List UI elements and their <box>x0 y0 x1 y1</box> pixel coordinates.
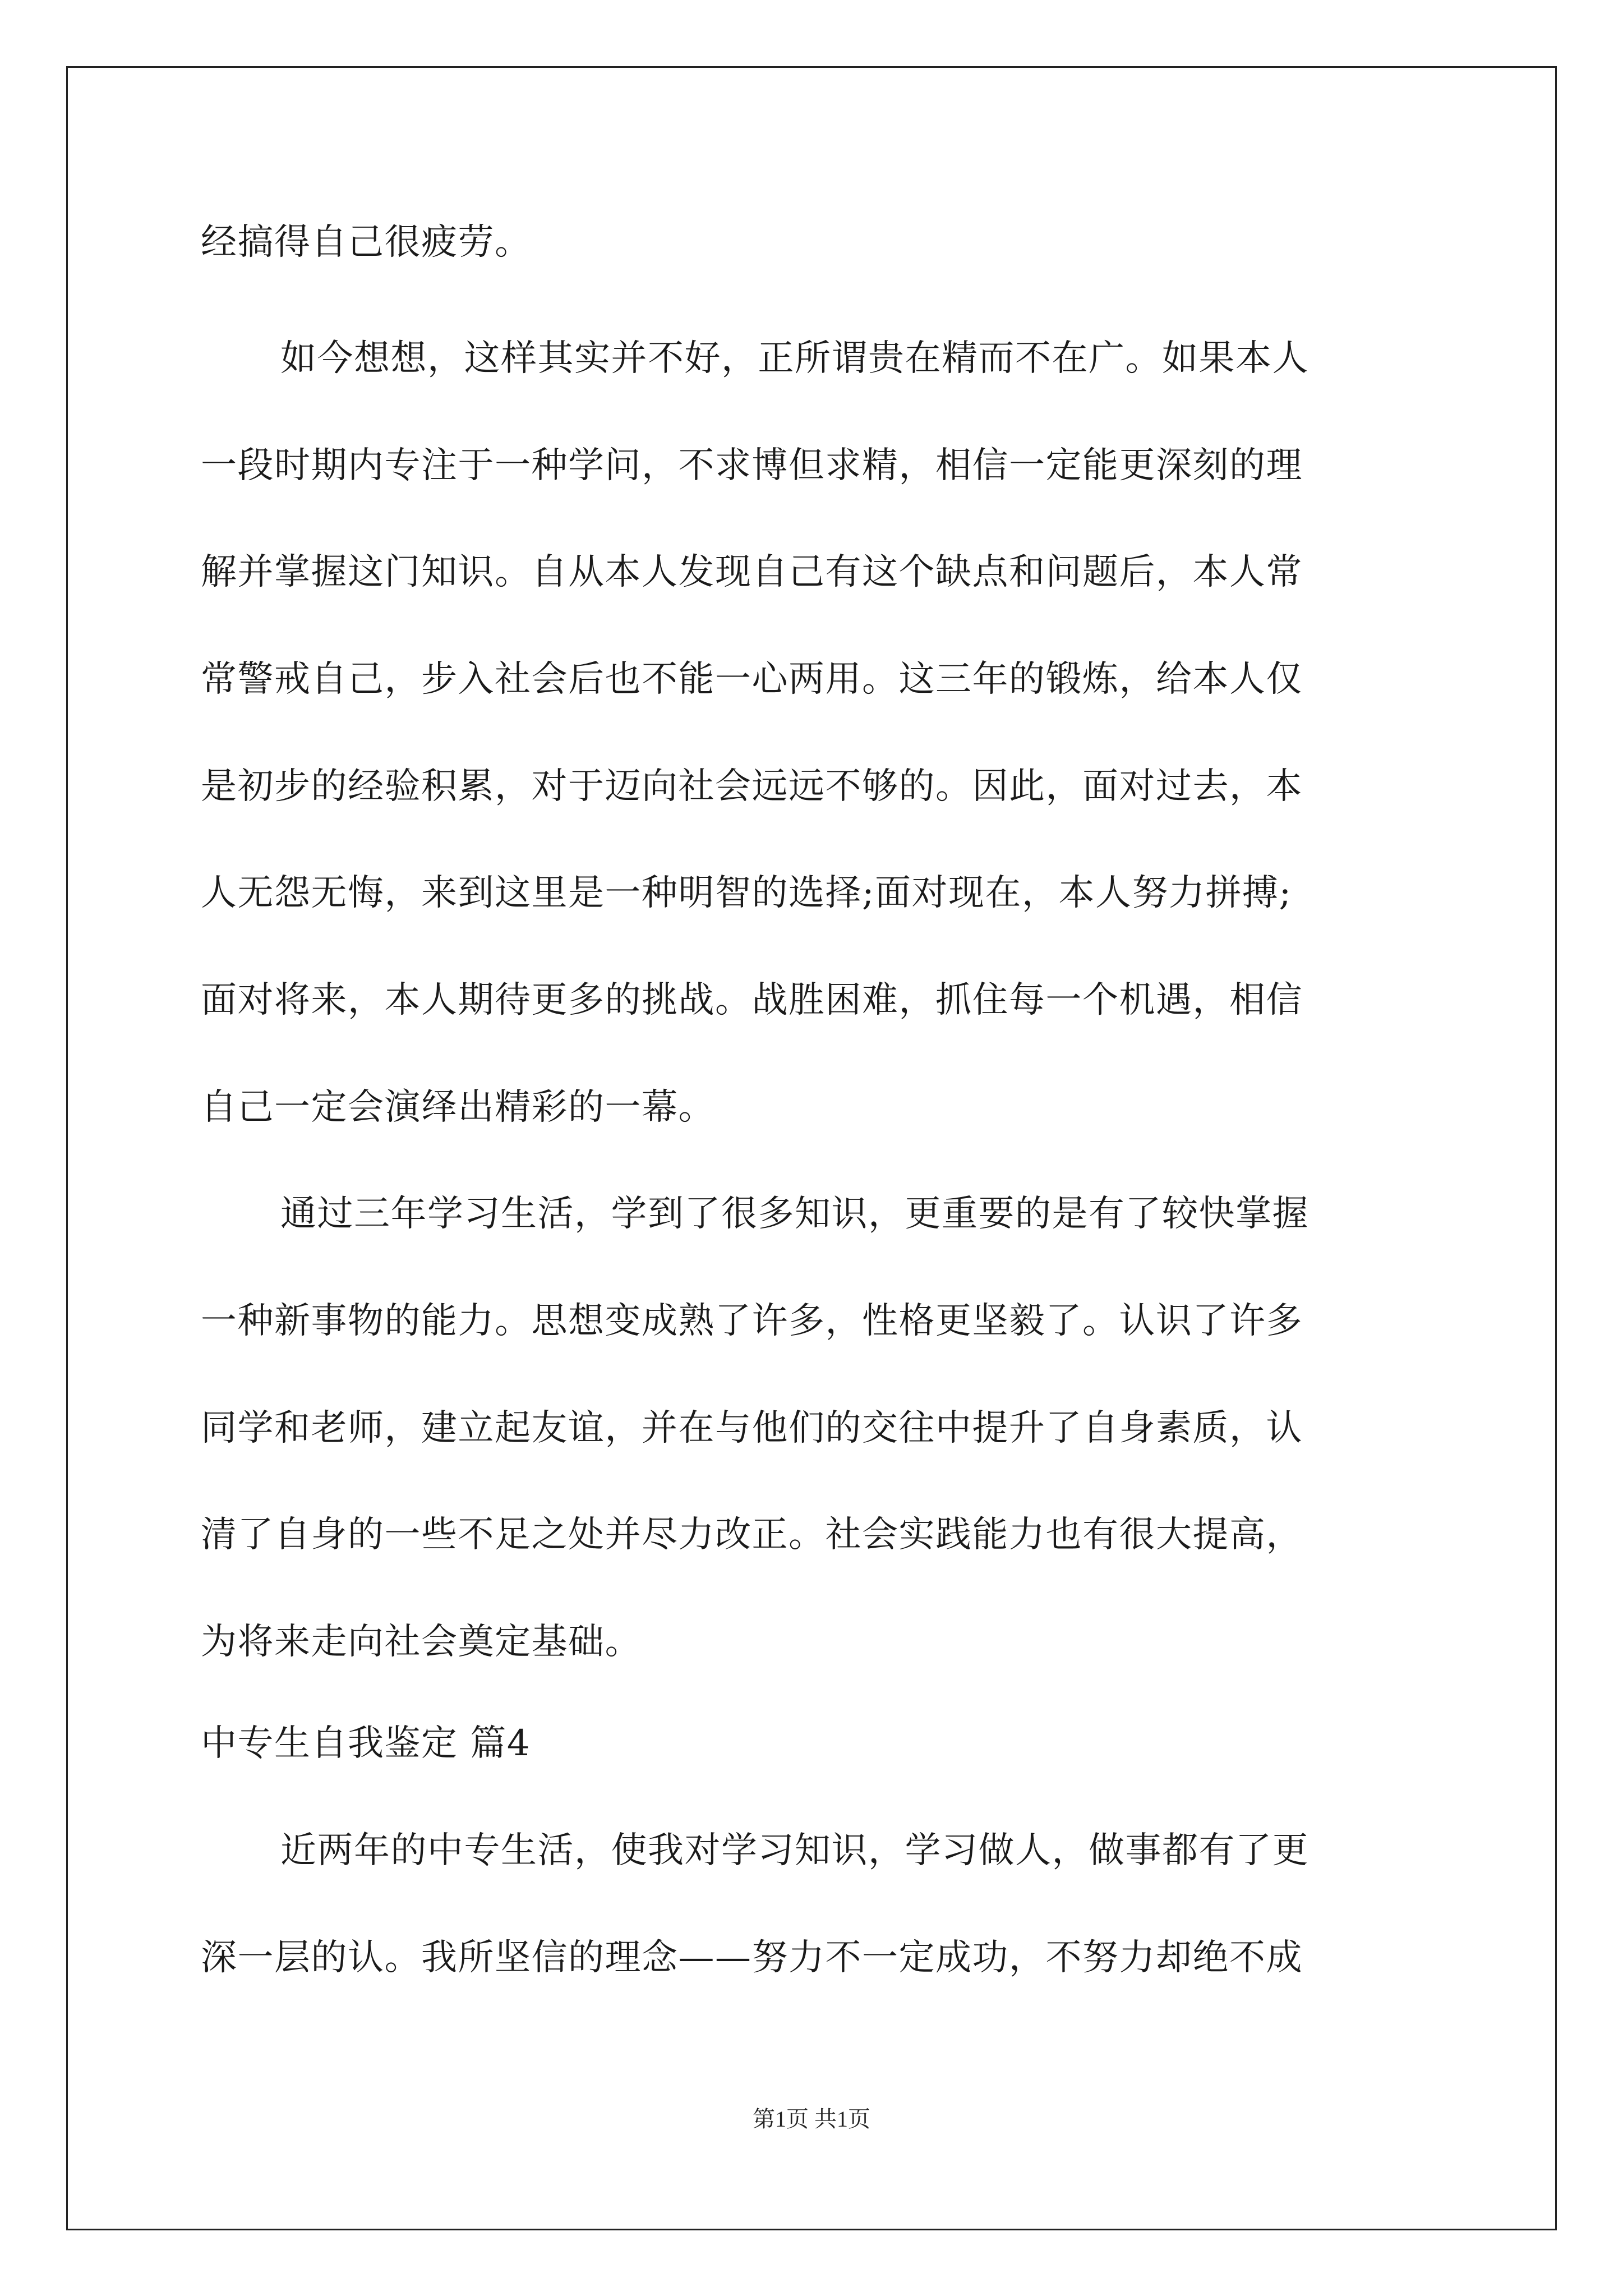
text-line: 清了自身的一些不足之处并尽力改正。社会实践能力也有很大提高， <box>201 1514 1303 1556</box>
text-line: 同学和老师，建立起友谊，并在与他们的交往中提升了自身素质，认 <box>201 1407 1303 1449</box>
page-number-footer: 第1页 共1页 <box>753 2106 870 2132</box>
paragraph-first-line: 通过三年学习生活，学到了很多知识，更重要的是有了较快掌握 <box>280 1193 1309 1235</box>
text-line: 一段时期内专注于一种学问，不求博但求精，相信一定能更深刻的理 <box>201 445 1303 486</box>
text-line: 面对将来，本人期待更多的挑战。战胜困难，抓住每一个机遇，相信 <box>201 979 1303 1021</box>
paragraph-first-line: 如今想想，这样其实并不好，正所谓贵在精而不在广。如果本人 <box>280 338 1309 379</box>
section-heading: 中专生自我鉴定 篇4 <box>201 1723 531 1764</box>
text-line: 为将来走向社会奠定基础。 <box>201 1621 642 1663</box>
text-line: 人无怨无悔，来到这里是一种明智的选择;面对现在，本人努力拼搏; <box>201 872 1292 914</box>
text-line: 经搞得自己很疲劳。 <box>201 222 532 263</box>
text-line: 是初步的经验积累，对于迈向社会远远不够的。因此，面对过去，本 <box>201 766 1303 807</box>
text-line: 解并掌握这门知识。自从本人发现自己有这个缺点和问题后，本人常 <box>201 551 1303 593</box>
text-line: 常警戒自己，步入社会后也不能一心两用。这三年的锻炼，给本人仅 <box>201 659 1303 700</box>
text-line: 深一层的认。我所坚信的理念——努力不一定成功，不努力却绝不成 <box>201 1937 1303 1978</box>
page-border <box>66 66 1557 2230</box>
text-line: 一种新事物的能力。思想变成熟了许多，性格更坚毅了。认识了许多 <box>201 1300 1303 1342</box>
text-line: 自己一定会演绎出精彩的一幕。 <box>201 1087 715 1128</box>
paragraph-first-line: 近两年的中专生活，使我对学习知识，学习做人，做事都有了更 <box>280 1830 1309 1871</box>
